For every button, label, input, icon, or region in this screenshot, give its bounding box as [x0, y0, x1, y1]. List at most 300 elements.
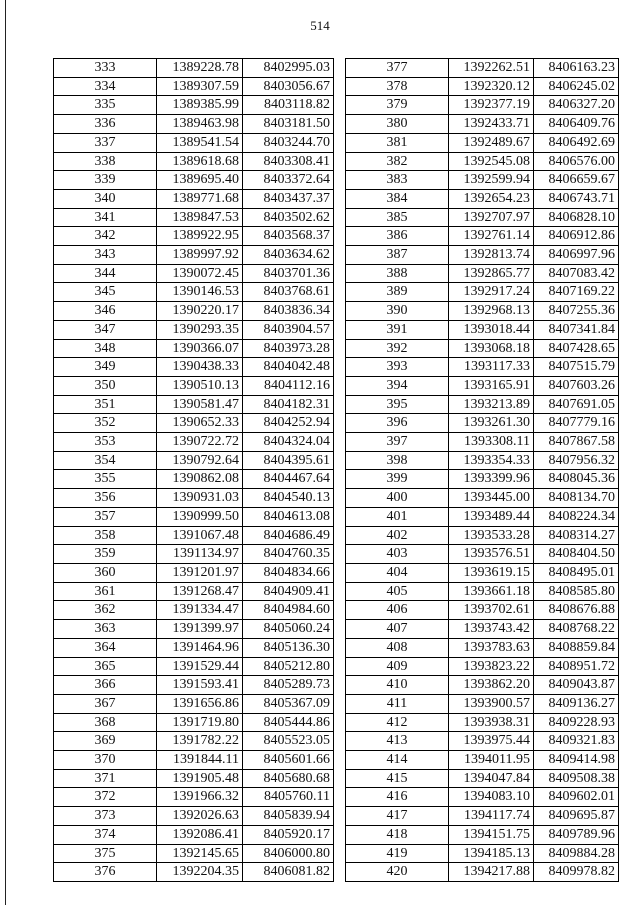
x-coordinate-cell: 1390146.53 [157, 283, 243, 302]
y-coordinate-cell: 8403372.64 [243, 171, 334, 190]
y-coordinate-cell: 8404395.61 [243, 451, 334, 470]
y-coordinate-cell: 8403056.67 [243, 77, 334, 96]
point-number-cell: 351 [54, 395, 157, 414]
y-coordinate-cell: 8406743.71 [534, 189, 619, 208]
y-coordinate-cell: 8405601.66 [243, 751, 334, 770]
point-number-cell: 410 [346, 676, 449, 695]
point-number-cell: 373 [54, 807, 157, 826]
x-coordinate-cell: 1391464.96 [157, 638, 243, 657]
x-coordinate-cell: 1393018.44 [449, 320, 534, 339]
y-coordinate-cell: 8404760.35 [243, 545, 334, 564]
table-row [346, 489, 619, 508]
point-number-cell: 380 [346, 115, 449, 134]
point-number-cell: 381 [346, 133, 449, 152]
y-coordinate-cell: 8406327.20 [534, 96, 619, 115]
point-number-cell: 390 [346, 302, 449, 321]
x-coordinate-cell: 1394117.74 [449, 807, 534, 826]
table-row [54, 189, 334, 208]
point-number-cell: 364 [54, 638, 157, 657]
y-coordinate-cell: 8407255.36 [534, 302, 619, 321]
point-number-cell: 415 [346, 769, 449, 788]
table-row [54, 825, 334, 844]
y-coordinate-cell: 8405367.09 [243, 694, 334, 713]
x-coordinate-cell: 1390999.50 [157, 507, 243, 526]
point-number-cell: 362 [54, 601, 157, 620]
point-number-cell: 385 [346, 208, 449, 227]
y-coordinate-cell: 8404252.94 [243, 414, 334, 433]
y-coordinate-cell: 8407867.58 [534, 433, 619, 452]
point-number-cell: 360 [54, 563, 157, 582]
y-coordinate-cell: 8403308.41 [243, 152, 334, 171]
y-coordinate-cell: 8404909.41 [243, 582, 334, 601]
y-coordinate-cell: 8409228.93 [534, 713, 619, 732]
x-coordinate-cell: 1389307.59 [157, 77, 243, 96]
y-coordinate-cell: 8408768.22 [534, 620, 619, 639]
x-coordinate-cell: 1391844.11 [157, 751, 243, 770]
y-coordinate-cell: 8405760.11 [243, 788, 334, 807]
x-coordinate-cell: 1393743.42 [449, 620, 534, 639]
x-coordinate-cell: 1390220.17 [157, 302, 243, 321]
table-row [54, 171, 334, 190]
y-coordinate-cell: 8407169.22 [534, 283, 619, 302]
x-coordinate-cell: 1393165.91 [449, 376, 534, 395]
x-coordinate-cell: 1393975.44 [449, 732, 534, 751]
point-number-cell: 419 [346, 844, 449, 863]
y-coordinate-cell: 8407083.42 [534, 264, 619, 283]
table-row [346, 171, 619, 190]
point-number-cell: 404 [346, 563, 449, 582]
point-number-cell: 411 [346, 694, 449, 713]
point-number-cell: 348 [54, 339, 157, 358]
point-number-cell: 338 [54, 152, 157, 171]
x-coordinate-cell: 1393308.11 [449, 433, 534, 452]
table-row [54, 283, 334, 302]
point-number-cell: 402 [346, 526, 449, 545]
y-coordinate-cell: 8404686.49 [243, 526, 334, 545]
table-row [346, 620, 619, 639]
y-coordinate-cell: 8403973.28 [243, 339, 334, 358]
x-coordinate-cell: 1392204.35 [157, 863, 243, 882]
table-row [346, 77, 619, 96]
x-coordinate-cell: 1392761.14 [449, 227, 534, 246]
x-coordinate-cell: 1392145.65 [157, 844, 243, 863]
table-row [346, 264, 619, 283]
table-row [346, 470, 619, 489]
y-coordinate-cell: 8408224.34 [534, 507, 619, 526]
y-coordinate-cell: 8404112.16 [243, 376, 334, 395]
y-coordinate-cell: 8407515.79 [534, 358, 619, 377]
x-coordinate-cell: 1390366.07 [157, 339, 243, 358]
y-coordinate-cell: 8404324.04 [243, 433, 334, 452]
point-number-cell: 397 [346, 433, 449, 452]
table-row [54, 751, 334, 770]
x-coordinate-cell: 1392545.08 [449, 152, 534, 171]
x-coordinate-cell: 1391905.48 [157, 769, 243, 788]
point-number-cell: 401 [346, 507, 449, 526]
x-coordinate-cell: 1391134.97 [157, 545, 243, 564]
y-coordinate-cell: 8409789.96 [534, 825, 619, 844]
point-number-cell: 403 [346, 545, 449, 564]
table-row [54, 77, 334, 96]
point-number-cell: 371 [54, 769, 157, 788]
x-coordinate-cell: 1389463.98 [157, 115, 243, 134]
y-coordinate-cell: 8408495.01 [534, 563, 619, 582]
x-coordinate-cell: 1392489.67 [449, 133, 534, 152]
table-row [54, 59, 334, 78]
table-row [54, 844, 334, 863]
y-coordinate-cell: 8409414.98 [534, 751, 619, 770]
x-coordinate-cell: 1389385.99 [157, 96, 243, 115]
x-coordinate-cell: 1394047.84 [449, 769, 534, 788]
y-coordinate-cell: 8404540.13 [243, 489, 334, 508]
y-coordinate-cell: 8407428.65 [534, 339, 619, 358]
y-coordinate-cell: 8408676.88 [534, 601, 619, 620]
x-coordinate-cell: 1391656.86 [157, 694, 243, 713]
y-coordinate-cell: 8404613.08 [243, 507, 334, 526]
y-coordinate-cell: 8403836.34 [243, 302, 334, 321]
point-number-cell: 420 [346, 863, 449, 882]
point-number-cell: 383 [346, 171, 449, 190]
point-number-cell: 353 [54, 433, 157, 452]
x-coordinate-cell: 1393783.63 [449, 638, 534, 657]
y-coordinate-cell: 8403502.62 [243, 208, 334, 227]
x-coordinate-cell: 1393862.20 [449, 676, 534, 695]
table-row [54, 676, 334, 695]
point-number-cell: 356 [54, 489, 157, 508]
table-row [54, 713, 334, 732]
point-number-cell: 358 [54, 526, 157, 545]
table-row [54, 264, 334, 283]
point-number-cell: 368 [54, 713, 157, 732]
y-coordinate-cell: 8406000.80 [243, 844, 334, 863]
table-row [54, 433, 334, 452]
y-coordinate-cell: 8407341.84 [534, 320, 619, 339]
y-coordinate-cell: 8403904.57 [243, 320, 334, 339]
x-coordinate-cell: 1390792.64 [157, 451, 243, 470]
point-number-cell: 361 [54, 582, 157, 601]
y-coordinate-cell: 8406492.69 [534, 133, 619, 152]
y-coordinate-cell: 8409508.38 [534, 769, 619, 788]
y-coordinate-cell: 8406409.76 [534, 115, 619, 134]
x-coordinate-cell: 1394185.13 [449, 844, 534, 863]
point-number-cell: 388 [346, 264, 449, 283]
x-coordinate-cell: 1391067.48 [157, 526, 243, 545]
table-row [54, 470, 334, 489]
point-number-cell: 337 [54, 133, 157, 152]
point-number-cell: 384 [346, 189, 449, 208]
x-coordinate-cell: 1391719.80 [157, 713, 243, 732]
x-coordinate-cell: 1393702.61 [449, 601, 534, 620]
x-coordinate-cell: 1391593.41 [157, 676, 243, 695]
x-coordinate-cell: 1391268.47 [157, 582, 243, 601]
point-number-cell: 344 [54, 264, 157, 283]
page-number: 514 [310, 18, 330, 33]
y-coordinate-cell: 8403118.82 [243, 96, 334, 115]
y-coordinate-cell: 8405289.73 [243, 676, 334, 695]
point-number-cell: 354 [54, 451, 157, 470]
x-coordinate-cell: 1390722.72 [157, 433, 243, 452]
point-number-cell: 375 [54, 844, 157, 863]
point-number-cell: 349 [54, 358, 157, 377]
table-row [346, 358, 619, 377]
table-row [54, 694, 334, 713]
x-coordinate-cell: 1393354.33 [449, 451, 534, 470]
point-number-cell: 394 [346, 376, 449, 395]
table-row [54, 788, 334, 807]
y-coordinate-cell: 8403181.50 [243, 115, 334, 134]
point-number-cell: 408 [346, 638, 449, 657]
point-number-cell: 352 [54, 414, 157, 433]
x-coordinate-cell: 1392968.13 [449, 302, 534, 321]
x-coordinate-cell: 1391966.32 [157, 788, 243, 807]
point-number-cell: 366 [54, 676, 157, 695]
y-coordinate-cell: 8408951.72 [534, 657, 619, 676]
table-row [346, 133, 619, 152]
point-number-cell: 382 [346, 152, 449, 171]
y-coordinate-cell: 8404834.66 [243, 563, 334, 582]
point-number-cell: 355 [54, 470, 157, 489]
point-number-cell: 398 [346, 451, 449, 470]
y-coordinate-cell: 8408045.36 [534, 470, 619, 489]
table-row [54, 769, 334, 788]
table-row [54, 302, 334, 321]
point-number-cell: 395 [346, 395, 449, 414]
point-number-cell: 399 [346, 470, 449, 489]
table-row [54, 489, 334, 508]
point-number-cell: 387 [346, 246, 449, 265]
x-coordinate-cell: 1394217.88 [449, 863, 534, 882]
table-row [346, 433, 619, 452]
table-row [54, 657, 334, 676]
x-coordinate-cell: 1393489.44 [449, 507, 534, 526]
y-coordinate-cell: 8408404.50 [534, 545, 619, 564]
table-row [54, 133, 334, 152]
point-number-cell: 350 [54, 376, 157, 395]
table-row [346, 189, 619, 208]
table-row [54, 227, 334, 246]
point-number-cell: 336 [54, 115, 157, 134]
x-coordinate-cell: 1393261.30 [449, 414, 534, 433]
point-number-cell: 406 [346, 601, 449, 620]
table-row [346, 414, 619, 433]
x-coordinate-cell: 1390072.45 [157, 264, 243, 283]
y-coordinate-cell: 8408314.27 [534, 526, 619, 545]
table-row [54, 414, 334, 433]
table-row [54, 563, 334, 582]
point-number-cell: 370 [54, 751, 157, 770]
y-coordinate-cell: 8403701.36 [243, 264, 334, 283]
y-coordinate-cell: 8405444.86 [243, 713, 334, 732]
y-coordinate-cell: 8403244.70 [243, 133, 334, 152]
y-coordinate-cell: 8405680.68 [243, 769, 334, 788]
x-coordinate-cell: 1392707.97 [449, 208, 534, 227]
table-row [346, 751, 619, 770]
x-coordinate-cell: 1391334.47 [157, 601, 243, 620]
y-coordinate-cell: 8406081.82 [243, 863, 334, 882]
point-number-cell: 377 [346, 59, 449, 78]
point-number-cell: 333 [54, 59, 157, 78]
coordinates-table-right-body [346, 59, 619, 882]
table-row [346, 563, 619, 582]
table-row [346, 713, 619, 732]
y-coordinate-cell: 8409043.87 [534, 676, 619, 695]
point-number-cell: 357 [54, 507, 157, 526]
y-coordinate-cell: 8405212.80 [243, 657, 334, 676]
x-coordinate-cell: 1392865.77 [449, 264, 534, 283]
x-coordinate-cell: 1390438.33 [157, 358, 243, 377]
point-number-cell: 343 [54, 246, 157, 265]
table-row [54, 638, 334, 657]
x-coordinate-cell: 1392320.12 [449, 77, 534, 96]
x-coordinate-cell: 1393661.18 [449, 582, 534, 601]
x-coordinate-cell: 1392433.71 [449, 115, 534, 134]
table-row [346, 302, 619, 321]
x-coordinate-cell: 1389997.92 [157, 246, 243, 265]
x-coordinate-cell: 1392917.24 [449, 283, 534, 302]
table-row [54, 807, 334, 826]
point-number-cell: 372 [54, 788, 157, 807]
table-row [346, 863, 619, 882]
table-row [346, 152, 619, 171]
y-coordinate-cell: 8409602.01 [534, 788, 619, 807]
point-number-cell: 369 [54, 732, 157, 751]
y-coordinate-cell: 8406576.00 [534, 152, 619, 171]
table-row [346, 657, 619, 676]
table-row [54, 152, 334, 171]
x-coordinate-cell: 1394083.10 [449, 788, 534, 807]
table-row [346, 732, 619, 751]
y-coordinate-cell: 8403437.37 [243, 189, 334, 208]
table-row [54, 395, 334, 414]
x-coordinate-cell: 1390581.47 [157, 395, 243, 414]
y-coordinate-cell: 8403634.62 [243, 246, 334, 265]
point-number-cell: 417 [346, 807, 449, 826]
point-number-cell: 376 [54, 863, 157, 882]
table-row [346, 451, 619, 470]
x-coordinate-cell: 1390931.03 [157, 489, 243, 508]
x-coordinate-cell: 1392599.94 [449, 171, 534, 190]
table-row [54, 582, 334, 601]
y-coordinate-cell: 8409695.87 [534, 807, 619, 826]
x-coordinate-cell: 1391529.44 [157, 657, 243, 676]
y-coordinate-cell: 8409136.27 [534, 694, 619, 713]
x-coordinate-cell: 1391782.22 [157, 732, 243, 751]
table-row [346, 601, 619, 620]
y-coordinate-cell: 8407691.05 [534, 395, 619, 414]
table-row [54, 376, 334, 395]
y-coordinate-cell: 8402995.03 [243, 59, 334, 78]
table-row [346, 769, 619, 788]
x-coordinate-cell: 1389228.78 [157, 59, 243, 78]
x-coordinate-cell: 1393068.18 [449, 339, 534, 358]
table-row [346, 96, 619, 115]
point-number-cell: 363 [54, 620, 157, 639]
y-coordinate-cell: 8406912.86 [534, 227, 619, 246]
point-number-cell: 386 [346, 227, 449, 246]
y-coordinate-cell: 8407779.16 [534, 414, 619, 433]
x-coordinate-cell: 1393533.28 [449, 526, 534, 545]
table-row [346, 825, 619, 844]
table-row [54, 358, 334, 377]
point-number-cell: 378 [346, 77, 449, 96]
point-number-cell: 365 [54, 657, 157, 676]
page-edge-line [5, 0, 6, 905]
y-coordinate-cell: 8405523.05 [243, 732, 334, 751]
y-coordinate-cell: 8406659.67 [534, 171, 619, 190]
x-coordinate-cell: 1390293.35 [157, 320, 243, 339]
table-row [346, 283, 619, 302]
y-coordinate-cell: 8409978.82 [534, 863, 619, 882]
y-coordinate-cell: 8404182.31 [243, 395, 334, 414]
table-row [346, 59, 619, 78]
y-coordinate-cell: 8404984.60 [243, 601, 334, 620]
table-row [346, 376, 619, 395]
table-row [346, 208, 619, 227]
x-coordinate-cell: 1392026.63 [157, 807, 243, 826]
x-coordinate-cell: 1389922.95 [157, 227, 243, 246]
x-coordinate-cell: 1389618.68 [157, 152, 243, 171]
x-coordinate-cell: 1393399.96 [449, 470, 534, 489]
x-coordinate-cell: 1392813.74 [449, 246, 534, 265]
table-row [54, 732, 334, 751]
point-number-cell: 414 [346, 751, 449, 770]
table-row [346, 694, 619, 713]
table-row [54, 507, 334, 526]
point-number-cell: 400 [346, 489, 449, 508]
y-coordinate-cell: 8405136.30 [243, 638, 334, 657]
point-number-cell: 335 [54, 96, 157, 115]
x-coordinate-cell: 1389847.53 [157, 208, 243, 227]
point-number-cell: 346 [54, 302, 157, 321]
point-number-cell: 405 [346, 582, 449, 601]
table-row [346, 227, 619, 246]
table-row [346, 582, 619, 601]
table-row [346, 507, 619, 526]
y-coordinate-cell: 8407603.26 [534, 376, 619, 395]
point-number-cell: 374 [54, 825, 157, 844]
x-coordinate-cell: 1393900.57 [449, 694, 534, 713]
table-row [346, 676, 619, 695]
y-coordinate-cell: 8408585.80 [534, 582, 619, 601]
point-number-cell: 407 [346, 620, 449, 639]
table-row [346, 395, 619, 414]
table-row [54, 620, 334, 639]
point-number-cell: 412 [346, 713, 449, 732]
y-coordinate-cell: 8406828.10 [534, 208, 619, 227]
table-row [54, 526, 334, 545]
point-number-cell: 392 [346, 339, 449, 358]
table-row [54, 96, 334, 115]
y-coordinate-cell: 8405920.17 [243, 825, 334, 844]
x-coordinate-cell: 1393938.31 [449, 713, 534, 732]
x-coordinate-cell: 1393823.22 [449, 657, 534, 676]
table-row [346, 807, 619, 826]
y-coordinate-cell: 8405060.24 [243, 620, 334, 639]
x-coordinate-cell: 1393619.15 [449, 563, 534, 582]
table-row [54, 339, 334, 358]
point-number-cell: 413 [346, 732, 449, 751]
table-row [54, 545, 334, 564]
table-row [346, 526, 619, 545]
x-coordinate-cell: 1390862.08 [157, 470, 243, 489]
point-number-cell: 391 [346, 320, 449, 339]
x-coordinate-cell: 1391399.97 [157, 620, 243, 639]
table-row [54, 451, 334, 470]
y-coordinate-cell: 8406997.96 [534, 246, 619, 265]
table-row [346, 320, 619, 339]
x-coordinate-cell: 1393117.33 [449, 358, 534, 377]
point-number-cell: 347 [54, 320, 157, 339]
